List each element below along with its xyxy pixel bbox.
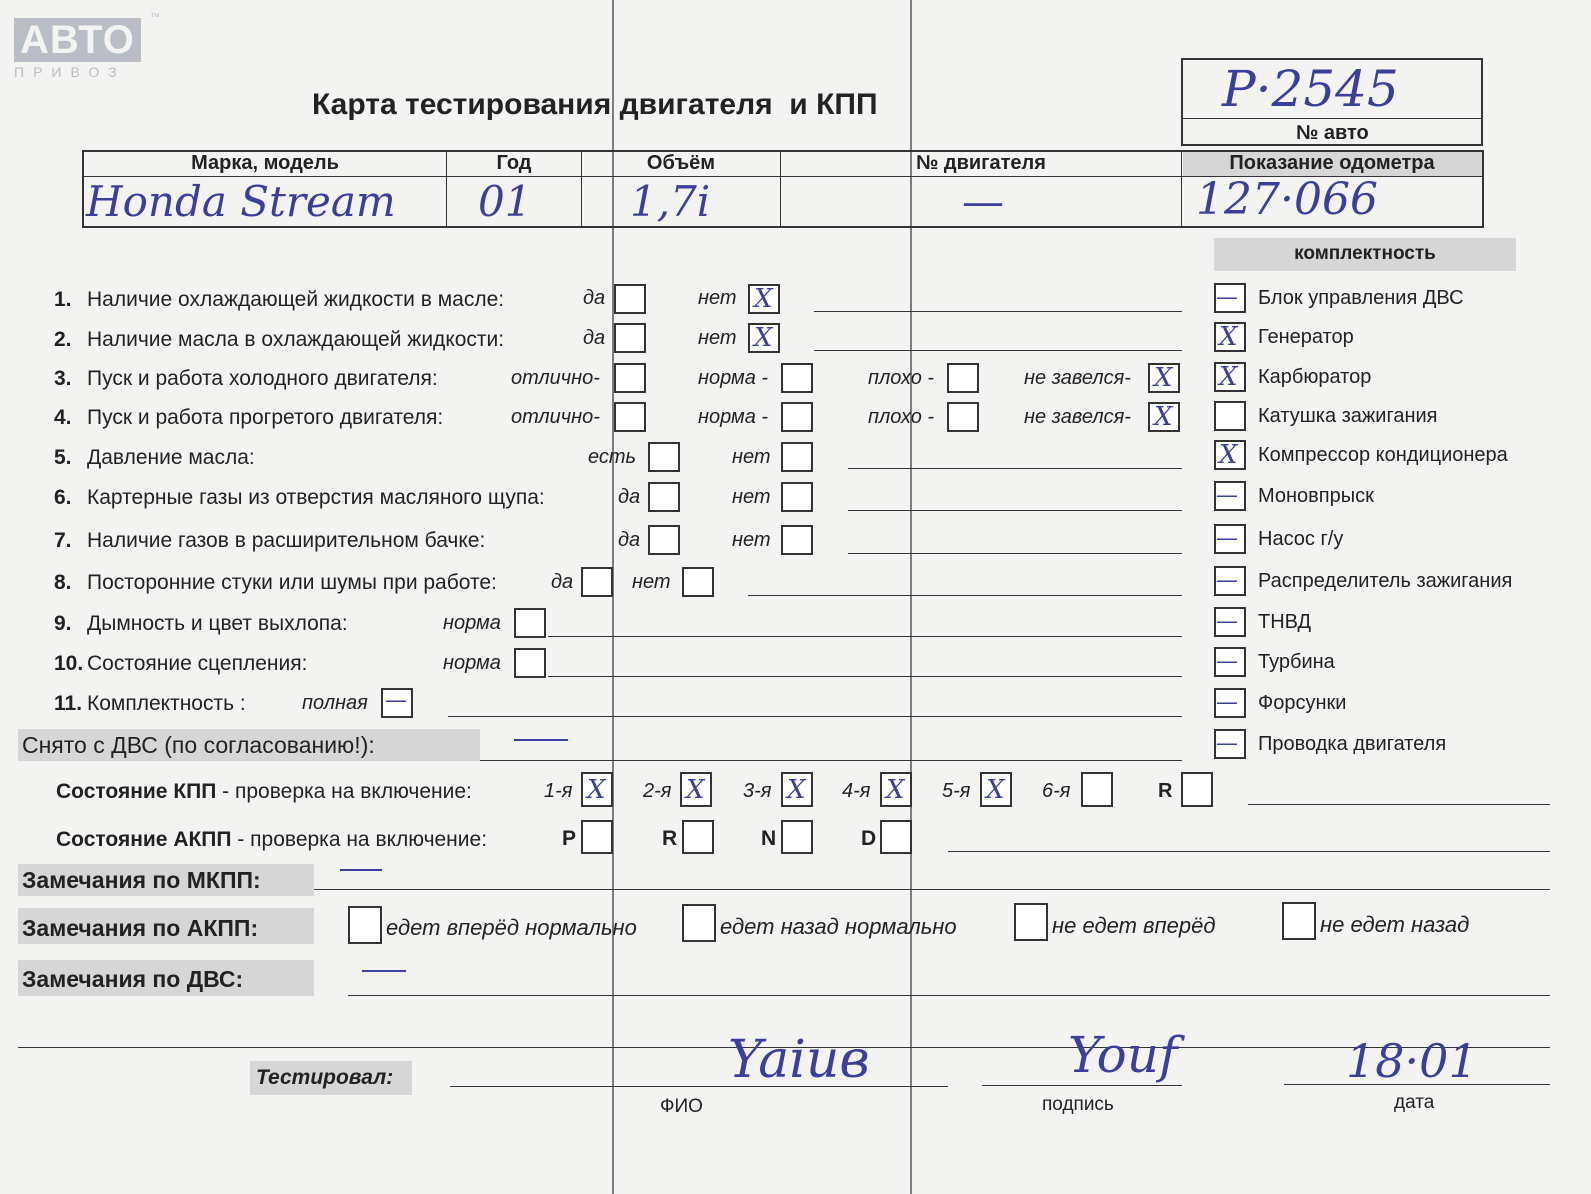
zam-mkpp-label: Замечания по МКПП: <box>22 867 261 893</box>
checklist-row <box>54 486 545 510</box>
kpp-gear-checkbox[interactable] <box>1081 772 1113 807</box>
opt-net: нет <box>732 486 771 508</box>
row-number: 2. <box>54 328 72 351</box>
check-mark: X <box>1219 322 1238 352</box>
opt-otlichno: отлично- <box>511 406 600 428</box>
akpp-gear-label: D <box>861 827 877 850</box>
snyato-dash <box>514 739 568 741</box>
opt-ploho: плохо - <box>868 367 935 389</box>
dash-mark: — <box>1216 731 1238 756</box>
answer-line <box>814 311 1182 312</box>
akpp-label-rest: - проверка на включение: <box>231 828 488 851</box>
opt-ne-zavelsya: не завелся- <box>1024 367 1131 389</box>
kpp-gear-checkbox[interactable] <box>1181 772 1213 807</box>
date-value: 18·01 <box>1346 1034 1478 1088</box>
row-label: Дымность и цвет выхлопа: <box>87 612 348 635</box>
zam-mkpp-dash <box>340 869 382 871</box>
auto-number-value: P·2545 <box>1222 60 1399 118</box>
answer-line <box>1248 804 1550 805</box>
date-label: дата <box>1394 1092 1435 1113</box>
row-number: 7. <box>54 529 72 552</box>
kpp-label-bold: Состояние КПП <box>56 780 217 803</box>
logo-tm: ™ <box>150 12 160 23</box>
akpp-gear-checkbox[interactable] <box>880 820 912 854</box>
row-label: Картерные газы из отверстия масляного щупа: <box>87 486 545 509</box>
row9-norma-checkbox[interactable] <box>514 608 546 638</box>
check-mark: X <box>587 775 606 805</box>
row5-net-checkbox[interactable] <box>781 442 813 472</box>
signature: Yoиf <box>1068 1026 1178 1084</box>
row-number: 6. <box>54 486 72 509</box>
check-mark: X <box>754 323 773 353</box>
row2-da-checkbox[interactable] <box>614 323 646 353</box>
checklist-row <box>54 446 255 470</box>
row-number: 3. <box>54 367 72 390</box>
row-label: Наличие газов в расширительном бачке: <box>87 529 486 552</box>
opt-net: нет <box>698 287 737 309</box>
row-label: Давление масла: <box>87 446 255 469</box>
komplekt-item-label: Моновпрыск <box>1258 485 1374 507</box>
akpp-gear-label: R <box>662 827 678 850</box>
row7-net-checkbox[interactable] <box>781 525 813 555</box>
dash-mark: — <box>1216 649 1238 674</box>
fio-line <box>450 1086 948 1087</box>
row4-otlichno-checkbox[interactable] <box>614 402 646 432</box>
opt-da: да <box>583 287 606 309</box>
akpp-label-bold: Состояние АКПП <box>56 828 232 851</box>
opt-net: нет <box>732 529 771 551</box>
opt-da: да <box>618 486 641 508</box>
kpp-gear-label: 2-я <box>643 780 672 802</box>
opt-norma: норма - <box>698 367 769 389</box>
akpp-opt3-checkbox[interactable] <box>1014 903 1048 941</box>
zam-akpp-label: Замечания по АКПП: <box>22 915 259 941</box>
answer-line <box>480 760 1182 761</box>
row-number: 1. <box>54 288 72 311</box>
opt-da: да <box>551 571 574 593</box>
akpp-opt1-checkbox[interactable] <box>348 906 382 944</box>
akpp-gear-checkbox[interactable] <box>682 820 714 854</box>
komplekt-item-label: Насос г/у <box>1258 528 1344 550</box>
row3-ploho-checkbox[interactable] <box>947 363 979 393</box>
col-engine-no-header: № двигателя <box>916 152 1046 174</box>
dash-mark: — <box>1216 483 1238 508</box>
row3-otlichno-checkbox[interactable] <box>614 363 646 393</box>
tested-label: Тестировал: <box>256 1066 394 1089</box>
answer-line <box>314 889 1550 890</box>
komplekt-item-label: Компрессор кондиционера <box>1258 444 1508 466</box>
opt-net: нет <box>632 571 671 593</box>
auto-number-label: № авто <box>1296 122 1369 144</box>
answer-line <box>848 510 1182 511</box>
akpp-opt1-label: едет вперёд нормально <box>386 915 637 940</box>
col-odometer-header: Показание одометра <box>1229 152 1435 174</box>
komplekt-item-label: Катушка зажигания <box>1258 405 1438 427</box>
akpp-opt2-label: едет назад нормально <box>720 914 957 939</box>
check-mark: X <box>787 775 806 805</box>
checklist-row <box>54 571 497 595</box>
row-label: Наличие охлаждающей жидкости в масле: <box>87 288 505 311</box>
checklist-row <box>54 288 504 312</box>
engine-no-value: — <box>962 177 1004 226</box>
check-mark: X <box>1219 440 1238 470</box>
kpp-label-rest: - проверка на включение: <box>216 780 472 803</box>
opt-norma: норма <box>443 652 501 674</box>
row8-da-checkbox[interactable] <box>581 567 613 597</box>
checklist-row <box>54 328 504 352</box>
checklist-row <box>54 652 307 676</box>
fio-label: ФИО <box>660 1096 703 1117</box>
kpp-gear-label: 1-я <box>544 780 573 802</box>
sign-label: подпись <box>1042 1094 1114 1115</box>
row4-ploho-checkbox[interactable] <box>947 402 979 432</box>
checklist-row <box>54 692 246 716</box>
row7-da-checkbox[interactable] <box>648 525 680 555</box>
brand-value: Honda Stream <box>86 177 396 226</box>
akpp-label <box>56 828 487 852</box>
komplekt-item-label: Турбина <box>1258 651 1335 673</box>
logo-main: АВТО <box>14 18 141 62</box>
logo-sub: ПРИВОЗ <box>14 64 126 80</box>
answer-line <box>948 851 1550 852</box>
dash-mark: — <box>1216 526 1238 551</box>
kpp-gear-label: R <box>1158 780 1173 802</box>
opt-polnaya: полная <box>302 692 368 714</box>
akpp-opt2-checkbox[interactable] <box>682 904 716 942</box>
komplekt-item-label: Генератор <box>1258 326 1354 348</box>
row-label: Состояние сцепления: <box>87 652 308 675</box>
answer-line <box>448 716 1182 717</box>
opt-ne-zavelsya: не завелся- <box>1024 406 1131 428</box>
answer-line <box>848 468 1182 469</box>
row-label: Посторонние стуки или шумы при работе: <box>87 571 497 594</box>
row-label: Пуск и работа холодного двигателя: <box>87 367 438 390</box>
komplekt-item-label: Карбюратор <box>1258 366 1372 388</box>
check-mark: X <box>886 775 905 805</box>
checklist-row <box>54 367 438 391</box>
answer-line <box>548 676 1182 677</box>
row10-norma-checkbox[interactable] <box>514 648 546 678</box>
kpp-gear-label: 3-я <box>743 780 772 802</box>
opt-norma: норма - <box>698 406 769 428</box>
opt-da: да <box>583 327 606 349</box>
col-brand-header: Марка, модель <box>191 152 339 174</box>
row6-net-checkbox[interactable] <box>781 482 813 512</box>
dash-mark: — <box>385 688 407 713</box>
snyato-label: Снято с ДВС (по согласованию!): <box>22 732 375 758</box>
col-year-header: Год <box>496 152 532 174</box>
row-label: Наличие масла в охлаждающей жидкости: <box>87 328 505 351</box>
row-number: 4. <box>54 406 72 429</box>
komplekt-item-label: Проводка двигателя <box>1258 733 1447 755</box>
logo <box>14 12 160 80</box>
row-number: 11. <box>54 692 83 715</box>
answer-line <box>748 595 1182 596</box>
akpp-opt3-label: не едет вперёд <box>1052 913 1216 938</box>
akpp-gear-label: N <box>761 827 777 850</box>
check-mark: X <box>1219 362 1238 392</box>
row-number: 10. <box>54 652 84 675</box>
odometer-value: 127·066 <box>1196 174 1378 225</box>
row1-da-checkbox[interactable] <box>614 284 646 314</box>
dash-mark: — <box>1216 285 1238 310</box>
col-volume-header: Объём <box>646 152 716 174</box>
kpp-gear-label: 6-я <box>1042 780 1071 802</box>
komplekt-item-label: Блок управления ДВС <box>1258 287 1464 309</box>
opt-ploho: плохо - <box>868 406 935 428</box>
answer-line <box>548 636 1182 637</box>
answer-line <box>348 995 1550 996</box>
dash-mark: — <box>1216 609 1238 634</box>
row5-est-checkbox[interactable] <box>648 442 680 472</box>
volume-value: 1,7i <box>630 177 711 226</box>
year-value: 01 <box>478 177 532 226</box>
akpp-gear-checkbox[interactable] <box>781 820 813 854</box>
dash-mark: — <box>1216 690 1238 715</box>
komplekt-item-label: ТНВД <box>1258 611 1312 633</box>
komplekt-checkbox[interactable] <box>1214 401 1246 431</box>
dash-mark: — <box>1216 568 1238 593</box>
opt-otlichno: отлично- <box>511 367 600 389</box>
kpp-label <box>56 780 472 804</box>
akpp-gear-checkbox[interactable] <box>581 820 613 854</box>
komplekt-item-label: Форсунки <box>1258 692 1347 714</box>
row-number: 9. <box>54 612 72 635</box>
page-title: Карта тестирования двигателя и КПП <box>312 88 878 121</box>
row4-norma-checkbox[interactable] <box>781 402 813 432</box>
row6-da-checkbox[interactable] <box>648 482 680 512</box>
check-mark: X <box>986 775 1005 805</box>
checklist-row <box>54 529 485 553</box>
checklist-row <box>54 612 348 636</box>
fio-value: Yaiив <box>728 1030 870 1090</box>
kpp-gear-label: 4-я <box>842 780 871 802</box>
checklist-row <box>54 406 443 430</box>
answer-line <box>848 553 1182 554</box>
komplekt-title: комплектность <box>1294 243 1436 264</box>
check-mark: X <box>1154 402 1173 432</box>
komplekt-item-label: Распределитель зажигания <box>1258 570 1513 592</box>
akpp-opt4-checkbox[interactable] <box>1282 902 1316 940</box>
zam-dvs-label: Замечания по ДВС: <box>22 966 244 992</box>
zam-dvs-dash <box>362 970 406 972</box>
row-label: Пуск и работа прогретого двигателя: <box>87 406 444 429</box>
row-label: Комплектность : <box>87 692 246 715</box>
sign-line <box>982 1085 1182 1086</box>
opt-net: нет <box>732 446 771 468</box>
answer-line <box>814 350 1182 351</box>
check-mark: X <box>754 284 773 314</box>
row-number: 8. <box>54 571 72 594</box>
opt-net: нет <box>698 327 737 349</box>
akpp-opt4-label: не едет назад <box>1320 912 1470 937</box>
opt-norma: норма <box>443 612 501 634</box>
row8-net-checkbox[interactable] <box>682 567 714 597</box>
kpp-gear-label: 5-я <box>942 780 971 802</box>
check-mark: X <box>1154 363 1173 393</box>
check-mark: X <box>686 775 705 805</box>
opt-da: да <box>618 529 641 551</box>
akpp-gear-label: P <box>562 827 577 850</box>
opt-est: есть <box>588 446 637 468</box>
row-number: 5. <box>54 446 72 469</box>
row3-norma-checkbox[interactable] <box>781 363 813 393</box>
